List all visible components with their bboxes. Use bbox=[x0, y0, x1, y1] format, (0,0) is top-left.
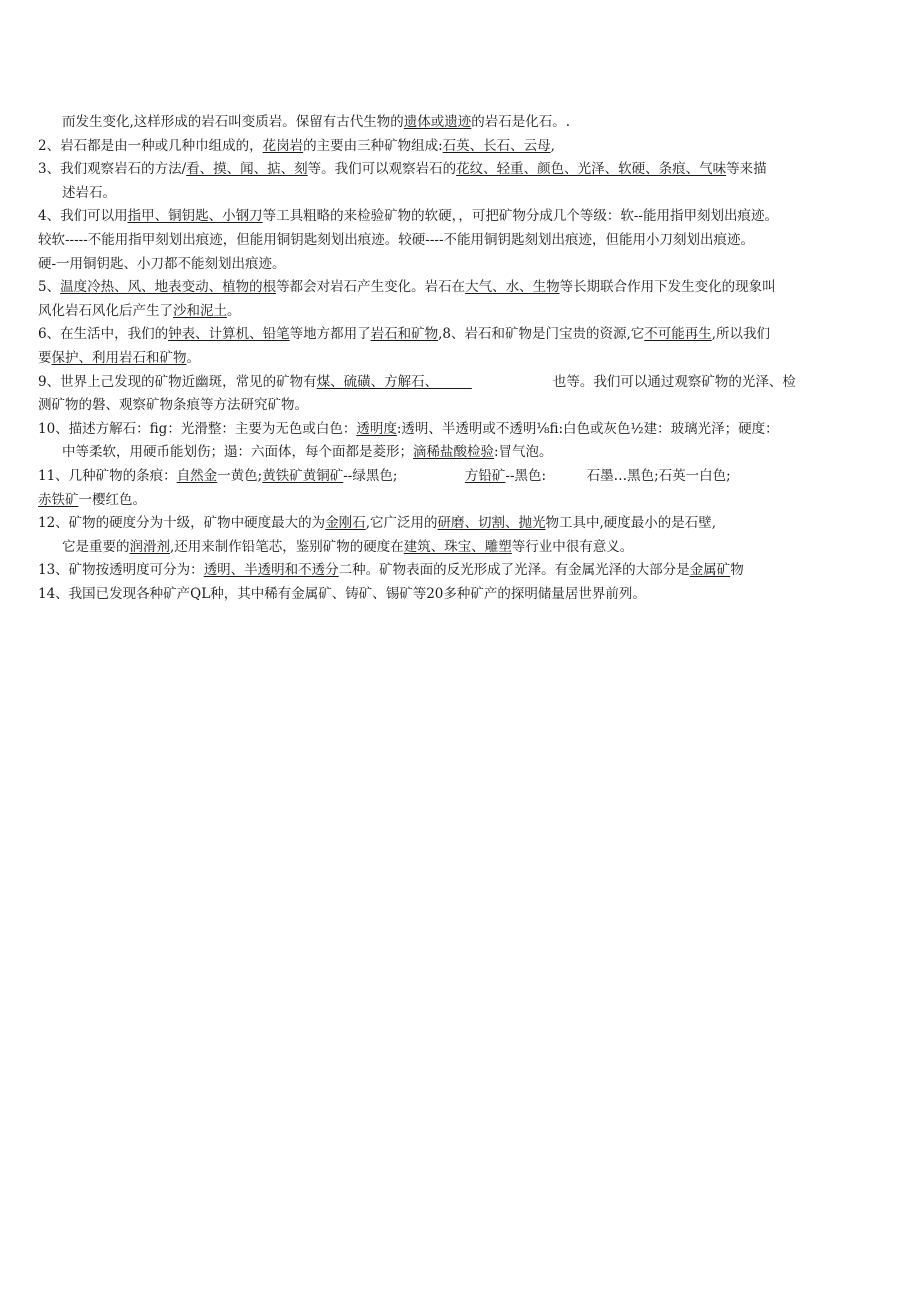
text-segment: 要 bbox=[38, 349, 52, 366]
text-segment: ,8、岩石和矿物是门宝贵的资源,它 bbox=[438, 326, 645, 343]
text-line bbox=[38, 324, 888, 344]
text-segment: 等工具粗略的来检验矿物的软硬，，可把矿物分成几个等级：软--能用指甲刻划出痕迹。 bbox=[262, 208, 778, 225]
underlined-answer: 透明、半透明和不透分 bbox=[203, 562, 339, 579]
underlined-answer: 指甲、铜钥匙、小钢刀 bbox=[127, 208, 263, 225]
text-segment: :透明、半透明或不透明⅛fi:白色或灰色½建：玻璃光泽；硬度： bbox=[396, 420, 779, 437]
text-segment: 而发生变化,这样形成的岩石叫变质岩。保留有古代生物的 bbox=[62, 114, 404, 130]
text-segment: 等地方都用了 bbox=[289, 326, 371, 343]
text-line bbox=[38, 560, 888, 580]
text-line bbox=[38, 348, 888, 368]
text-segment: 2、岩石都是由一种或几种巾组成的， bbox=[38, 137, 263, 154]
text-line bbox=[38, 112, 888, 132]
underlined-answer: 石英、长石、云母 bbox=[442, 137, 551, 154]
underlined-answer: 遗体或遗迹 bbox=[403, 114, 472, 130]
text-line bbox=[38, 490, 888, 510]
text-line bbox=[38, 230, 888, 250]
underlined-answer: 透明度 bbox=[356, 420, 397, 437]
text-line bbox=[38, 206, 888, 226]
underlined-answer: 黄铁矿黄铜矿 bbox=[262, 467, 344, 484]
text-line bbox=[38, 159, 888, 179]
underlined-answer: 温度冷热、风、地表变动、植物的根 bbox=[60, 279, 277, 296]
underlined-answer: 保护、利用岩石和矿物 bbox=[51, 349, 187, 366]
underlined-answer: 花岗岩 bbox=[262, 137, 304, 154]
text-segment: 物 bbox=[730, 562, 744, 579]
text-segment: 4、我们可以用 bbox=[38, 208, 128, 225]
text-segment: 12、矿物的硬度分为十级，矿物中硬度最大的为 bbox=[38, 515, 326, 532]
text-segment: 一黄色; bbox=[217, 467, 263, 484]
text-segment: 中等柔软，用硬币能划伤；遢：六面体，每个面都是菱形； bbox=[62, 444, 413, 461]
underlined-answer: 赤铁矿 bbox=[38, 491, 79, 508]
underlined-answer: 花纹、轻重、颜色、光泽、软硬、条痕、气味 bbox=[456, 161, 727, 178]
text-line bbox=[38, 136, 888, 156]
text-segment: :冒气泡。 bbox=[494, 444, 553, 461]
text-segment: --绿黑色; bbox=[343, 467, 465, 484]
underlined-answer: 金刚石 bbox=[325, 515, 366, 532]
text-segment: 风化岩石风化后产生了 bbox=[38, 302, 173, 319]
text-line bbox=[38, 513, 888, 533]
text-segment: 测矿物的磐、观察矿物条痕等方法研究矿物。 bbox=[38, 397, 308, 414]
text-segment: 等长期联合作用下发生变化的现象叫 bbox=[559, 279, 776, 296]
underlined-answer: 润滑剂 bbox=[129, 538, 170, 555]
text-segment: 5、 bbox=[38, 279, 61, 296]
text-line bbox=[38, 372, 888, 392]
text-segment: 。 bbox=[186, 349, 200, 366]
text-segment: 14、我国已发现各种矿产QL种，其中稀有金属矿、铸矿、锡矿等20多种矿产的探明储量居世界前列。 bbox=[38, 585, 646, 602]
text-segment: 它是重要的 bbox=[62, 538, 130, 555]
underlined-answer: 看、摸、闻、掂、刻 bbox=[186, 161, 308, 178]
text-segment: 13、矿物按透明度可分为： bbox=[38, 562, 204, 579]
text-line bbox=[38, 183, 888, 203]
text-segment: 较软-----不能用指甲刻划出痕迹，但能用铜钥匙刻划出痕迹。较硬----不能用铜钥匙刻划出痕迹，但能用小刀刻划出痕迹。 bbox=[38, 231, 755, 248]
underlined-answer: 自然金 bbox=[176, 467, 218, 484]
text-line bbox=[38, 254, 888, 274]
text-segment: 等行业中很有意义。 bbox=[511, 538, 634, 555]
underlined-answer: 不可能再生 bbox=[644, 326, 712, 343]
underlined-answer: 沙和泥土 bbox=[173, 302, 227, 319]
text-segment: 的岩石是化石。. bbox=[471, 114, 571, 130]
text-segment: 11、几种矿物的条痕： bbox=[38, 467, 177, 484]
underlined-answer: 金属矿 bbox=[689, 562, 731, 579]
text-segment: 物工具中,硬度最小的是石壁, bbox=[545, 515, 717, 532]
text-segment: 等。我们可以观察岩石的 bbox=[307, 161, 457, 178]
text-segment: 述岩石。 bbox=[62, 184, 116, 201]
text-segment: 等都会对岩石产生变化。岩石在 bbox=[276, 279, 466, 296]
text-line bbox=[38, 584, 888, 604]
text-segment: --黑色: 石墨…黑色;石英一白色; bbox=[505, 467, 731, 484]
text-segment: ,还用来制作铅笔芯，鉴别矿物的硬度在 bbox=[170, 538, 404, 555]
text-segment: 10、描述方解石：fig：光滑整：主要为无色或白色： bbox=[38, 420, 357, 437]
text-line bbox=[38, 301, 888, 321]
text-segment: ,所以我们 bbox=[711, 326, 771, 343]
text-line bbox=[38, 419, 888, 439]
underlined-answer: 研磨、切割、抛光 bbox=[437, 515, 546, 532]
text-line bbox=[38, 466, 888, 486]
text-segment: 6、在生活中，我们的 bbox=[38, 326, 169, 343]
underlined-answer: 滴稀盐酸检验 bbox=[413, 444, 494, 461]
text-segment: 9、世界上己发现的矿物近幽斑，常见的矿物有 bbox=[38, 373, 317, 390]
text-line bbox=[38, 537, 888, 557]
text-line bbox=[38, 442, 888, 462]
text-segment: 二种。矿物表面的反光形成了光泽。有金属光泽的大部分是 bbox=[338, 562, 690, 579]
underlined-answer: 方铅矿 bbox=[464, 467, 506, 484]
underlined-answer: 煤、硫磺、方解石、 bbox=[316, 373, 472, 390]
text-segment: 等来描 bbox=[726, 161, 767, 178]
text-segment: 一樱红色。 bbox=[78, 491, 146, 508]
document-body bbox=[38, 112, 888, 607]
underlined-answer: 岩石和矿物 bbox=[370, 326, 439, 343]
underlined-answer: 大气、水、生物 bbox=[465, 279, 560, 296]
text-segment: 。 bbox=[227, 302, 241, 319]
text-segment: ,它广泛用的 bbox=[365, 515, 438, 532]
text-segment: 3、我们观察岩石的方法/ bbox=[38, 161, 187, 178]
underlined-answer: 钟表、计算机、铅笔 bbox=[168, 326, 290, 343]
text-line bbox=[38, 395, 888, 415]
text-segment: , bbox=[550, 137, 555, 154]
text-segment: 的主要由三种矿物组成: bbox=[303, 137, 443, 154]
text-segment: 硬-一用铜钥匙、小刀都不能刻划出痕迹。 bbox=[38, 255, 286, 272]
text-line bbox=[38, 277, 888, 297]
text-segment: 也等。我们可以通过观察矿物的光泽、检 bbox=[471, 373, 796, 390]
underlined-answer: 建筑、珠宝、雕塑 bbox=[403, 538, 512, 555]
